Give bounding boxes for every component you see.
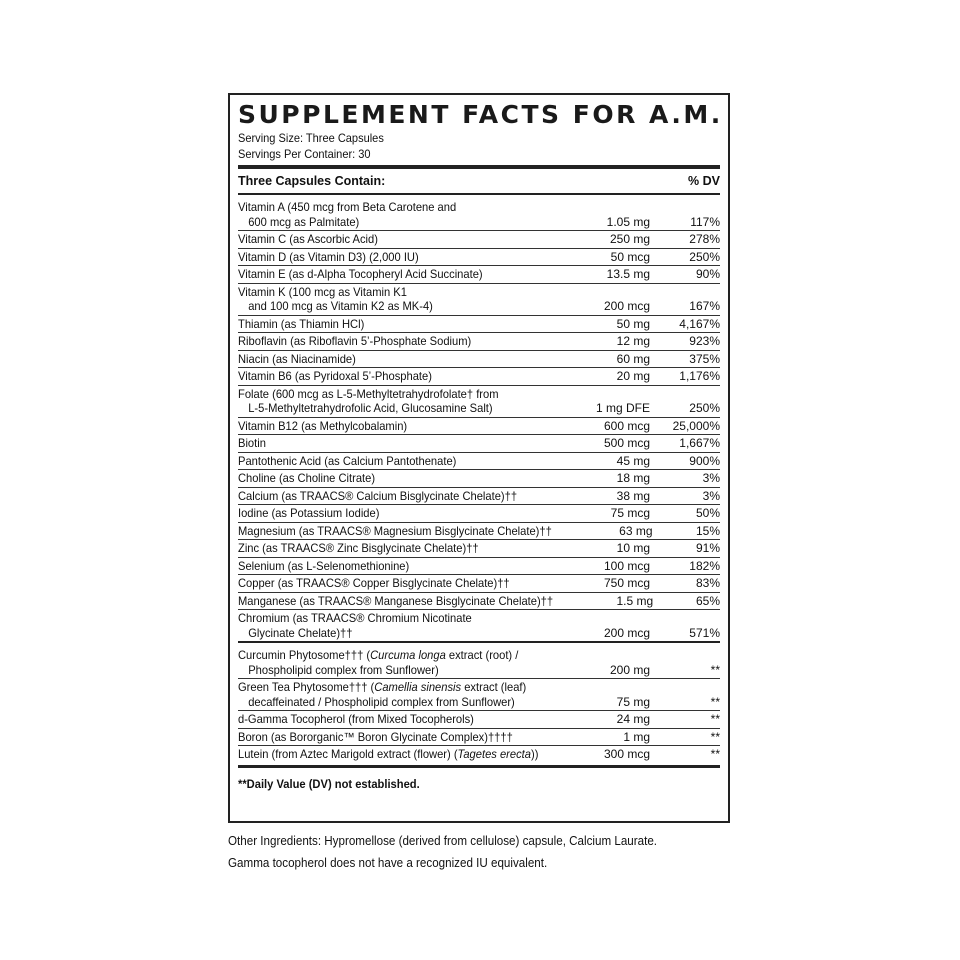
nutrient-name-line: Glycinate Chelate)†† (248, 625, 353, 640)
nutrient-dv: 3% (702, 488, 720, 503)
table-row (238, 593, 720, 611)
nutrient-name-line: Thiamin (as Thiamin HCl) (238, 316, 365, 331)
table-row (238, 575, 720, 593)
nutrient-name-line: Vitamin A (450 mcg from Beta Carotene and (238, 200, 457, 214)
nutrient-dv: 117% (690, 214, 720, 229)
table-row (238, 729, 720, 747)
table-row (238, 679, 720, 711)
nutrient-amount: 20 mg (616, 369, 650, 383)
nutrient-dv: 50% (695, 506, 720, 520)
nutrient-name-line: Vitamin E (as d-Alpha Tocopheryl Acid Succinate) (238, 267, 483, 281)
nutrient-dv: ** (710, 694, 720, 709)
table-row (238, 249, 720, 267)
table-row (238, 610, 720, 641)
nutrient-amount: 1 mg (623, 729, 650, 744)
nutrient-amount: 1.05 mg (606, 214, 650, 229)
nutrient-name-line: Vitamin K (100 mcg as Vitamin K1 (238, 284, 407, 299)
table-row (238, 643, 720, 679)
name-text: d-Gamma Tocopherol (from Mixed Tocopherols) (238, 712, 474, 726)
nutrient-dv: 571% (689, 625, 720, 640)
nutrient-amount: 600 mcg (603, 418, 650, 433)
table-row (238, 523, 720, 541)
nutrient-name (238, 680, 547, 709)
nutrient-amount: 50 mg (616, 316, 650, 331)
nutrient-dv: 90% (695, 267, 720, 281)
nutrient-amount: 100 mcg (603, 558, 650, 573)
nutrient-amount: 500 mcg (603, 436, 650, 450)
name-text: Curcumin Phytosome††† ( (238, 648, 371, 662)
nutrient-name (238, 524, 552, 539)
botanical-name: Camellia sinensis (374, 680, 462, 694)
table-row (238, 351, 720, 369)
nutrient-name-line: Chromium (as TRAACS® Chromium Nicotinate (238, 611, 472, 625)
nutrient-amount: 24 mg (616, 712, 650, 726)
nutrient-name (238, 648, 547, 677)
name-text: Boron (as Bororganic™ Boron Glycinate Complex)†††† (238, 729, 513, 744)
nutrient-amount: 45 mg (616, 453, 650, 468)
dv-footnote: **Daily Value (DV) not established. (238, 776, 420, 791)
nutrient-amount: 13.5 mg (606, 267, 650, 281)
nutrient-amount: 63 mg (619, 523, 653, 538)
header-dv: % DV (688, 174, 720, 188)
table-header (238, 169, 720, 193)
nutrient-name-line: Vitamin C (as Ascorbic Acid) (238, 232, 378, 246)
nutrient-dv: 83% (695, 576, 720, 590)
table-row (238, 505, 720, 523)
nutrient-name (238, 352, 547, 367)
table-row (238, 231, 720, 249)
nutrient-name-line: Selenium (as L-Selenomethionine) (238, 558, 410, 573)
nutrient-dv: 250% (689, 401, 720, 415)
nutrient-name (238, 436, 547, 451)
other-nutrient-list (238, 643, 720, 763)
nutrient-amount: 75 mg (616, 694, 650, 709)
nutrient-name (238, 730, 547, 745)
nutrient-name-line: Niacin (as Niacinamide) (238, 351, 356, 366)
nutrient-name-line: Manganese (as TRAACS® Manganese Bisglycinate Chelate)†† (238, 593, 554, 608)
header-name: Three Capsules Contain: (238, 174, 386, 188)
nutrient-name (238, 285, 547, 314)
nutrient-name (238, 559, 547, 574)
nutrient-amount: 750 mcg (603, 576, 650, 590)
nutrient-amount: 200 mcg (603, 299, 650, 313)
nutrient-dv: 4,167% (679, 316, 720, 331)
nutrient-amount: 38 mg (616, 488, 650, 503)
table-row (238, 316, 720, 334)
nutrient-name (238, 576, 547, 591)
name-text: Green Tea Phytosome††† ( (238, 680, 375, 694)
nutrient-dv: 923% (689, 334, 720, 348)
nutrient-name-line: Riboflavin (as Riboflavin 5’-Phosphate Sodium) (238, 334, 472, 348)
nutrient-name-line (238, 730, 547, 745)
nutrient-name-line: Zinc (as TRAACS® Zinc Bisglycinate Chelate)†† (238, 541, 479, 555)
nutrient-name (238, 317, 547, 332)
name-text: )) (530, 747, 539, 761)
other-ingredients-block (228, 830, 712, 874)
nutrient-name-line: and 100 mcg as Vitamin K2 as MK-4) (248, 299, 433, 313)
nutrient-name-line: Folate (600 mcg as L-5-Methyltetrahydrofolate† from (238, 386, 499, 401)
nutrient-name-line: 600 mcg as Palmitate) (248, 214, 360, 229)
nutrient-name (238, 712, 547, 727)
table-row (238, 368, 720, 386)
nutrient-name-line: Magnesium (as TRAACS® Magnesium Bisglycinate Chelate)†† (238, 523, 552, 538)
nutrient-amount: 60 mg (616, 351, 650, 366)
nutrient-amount: 75 mcg (610, 506, 650, 520)
nutrient-name-line: Phospholipid complex from Sunflower) (248, 662, 439, 677)
nutrient-dv: 1,176% (679, 369, 720, 383)
name-text: extract (root) / (445, 648, 519, 662)
nutrient-amount: 250 mg (609, 232, 650, 246)
nutrient-dv: ** (710, 729, 720, 744)
nutrient-name-line: L-5-Methyltetrahydrofolic Acid, Glucosamine Salt) (248, 401, 493, 415)
nutrient-name-line: Iodine (as Potassium Iodide) (238, 506, 380, 520)
nutrient-dv: 65% (695, 593, 720, 608)
nutrient-name (238, 200, 547, 229)
nutrient-name-line (238, 747, 547, 762)
nutrient-name (238, 747, 547, 762)
table-row (238, 746, 720, 763)
table-row (238, 711, 720, 729)
nutrient-name-line: Vitamin D (as Vitamin D3) (2,000 IU) (238, 249, 419, 264)
nutrient-amount: 200 mg (609, 662, 650, 677)
servings-per-container: Servings Per Container: 30 (238, 147, 371, 161)
table-row (238, 470, 720, 488)
nutrient-name-line: decaffeinated / Phospholipid complex from Sunflower) (248, 694, 515, 709)
table-row (238, 386, 720, 418)
nutrient-amount: 12 mg (616, 334, 650, 348)
nutrient-dv: 375% (689, 351, 720, 366)
nutrient-dv: 25,000% (672, 418, 720, 433)
nutrient-dv: ** (710, 712, 720, 726)
table-row (238, 558, 720, 576)
table-row (238, 453, 720, 471)
table-row (238, 284, 720, 316)
nutrient-dv: 278% (689, 232, 720, 246)
nutrient-name (238, 369, 547, 384)
nutrient-name-line (238, 648, 547, 663)
nutrient-dv: 15% (695, 523, 720, 538)
nutrient-dv: 900% (689, 453, 720, 468)
name-text: Lutein (from Aztec Marigold extract (flower) ( (238, 747, 458, 761)
nutrient-name-line: Biotin (238, 436, 266, 450)
table-row (238, 195, 720, 231)
nutrient-name (238, 506, 547, 521)
divider-thick (238, 765, 720, 768)
nutrient-name-line: Pantothenic Acid (as Calcium Pantothenate) (238, 453, 457, 468)
nutrient-name (238, 454, 547, 469)
nutrient-name (238, 232, 547, 247)
nutrient-name-line: Choline (as Choline Citrate) (238, 471, 376, 485)
panel-title: SUPPLEMENT FACTS FOR A.M. (238, 100, 723, 129)
nutrient-amount: 1 mg DFE (595, 401, 650, 415)
nutrient-name (238, 471, 547, 486)
other-ingredients: Other Ingredients: Hypromellose (derived from cellulose) capsule, Calcium Laurate. (228, 834, 658, 848)
vitamin-list (238, 195, 720, 641)
nutrient-name (238, 419, 547, 434)
nutrient-name (238, 250, 547, 265)
nutrient-name (238, 489, 547, 504)
nutrient-amount: 10 mg (616, 541, 650, 555)
nutrient-dv: 3% (702, 471, 720, 485)
nutrient-amount: 18 mg (616, 471, 650, 485)
nutrient-name-line: Copper (as TRAACS® Copper Bisglycinate Chelate)†† (238, 576, 510, 590)
table-row (238, 418, 720, 436)
nutrient-name-line (238, 680, 547, 695)
gamma-note: Gamma tocopherol does not have a recognized IU equivalent. (228, 856, 548, 870)
nutrient-name (238, 611, 547, 640)
nutrient-name (238, 267, 547, 282)
table-row (238, 540, 720, 558)
nutrient-name (238, 541, 547, 556)
nutrient-name-line: Vitamin B6 (as Pyridoxal 5’-Phosphate) (238, 369, 432, 383)
nutrient-dv: 1,667% (679, 436, 720, 450)
nutrient-amount: 200 mcg (603, 625, 650, 640)
nutrient-name (238, 334, 547, 349)
botanical-name: Curcuma longa (370, 648, 446, 662)
nutrient-amount: 50 mcg (610, 249, 650, 264)
nutrient-name-line: Vitamin B12 (as Methylcobalamin) (238, 418, 408, 433)
serving-size: Serving Size: Three Capsules (238, 131, 384, 145)
nutrient-amount: 300 mcg (603, 747, 650, 761)
table-row (238, 333, 720, 351)
nutrient-name-line (238, 712, 547, 727)
table-row (238, 435, 720, 453)
nutrient-dv: 91% (695, 541, 720, 555)
nutrient-name (238, 594, 553, 609)
nutrient-name (238, 387, 547, 416)
nutrient-dv: 250% (689, 249, 720, 264)
table-row (238, 266, 720, 284)
botanical-name: Tagetes erecta (457, 747, 531, 761)
nutrient-dv: ** (710, 662, 720, 677)
supplement-facts-panel (228, 93, 730, 823)
nutrient-dv: ** (710, 747, 720, 761)
nutrient-name-line: Calcium (as TRAACS® Calcium Bisglycinate Chelate)†† (238, 488, 518, 503)
nutrient-amount: 1.5 mg (616, 593, 654, 608)
nutrient-dv: 167% (689, 299, 720, 313)
table-row (238, 488, 720, 506)
name-text: extract (leaf) (461, 680, 527, 694)
nutrient-dv: 182% (689, 558, 720, 573)
